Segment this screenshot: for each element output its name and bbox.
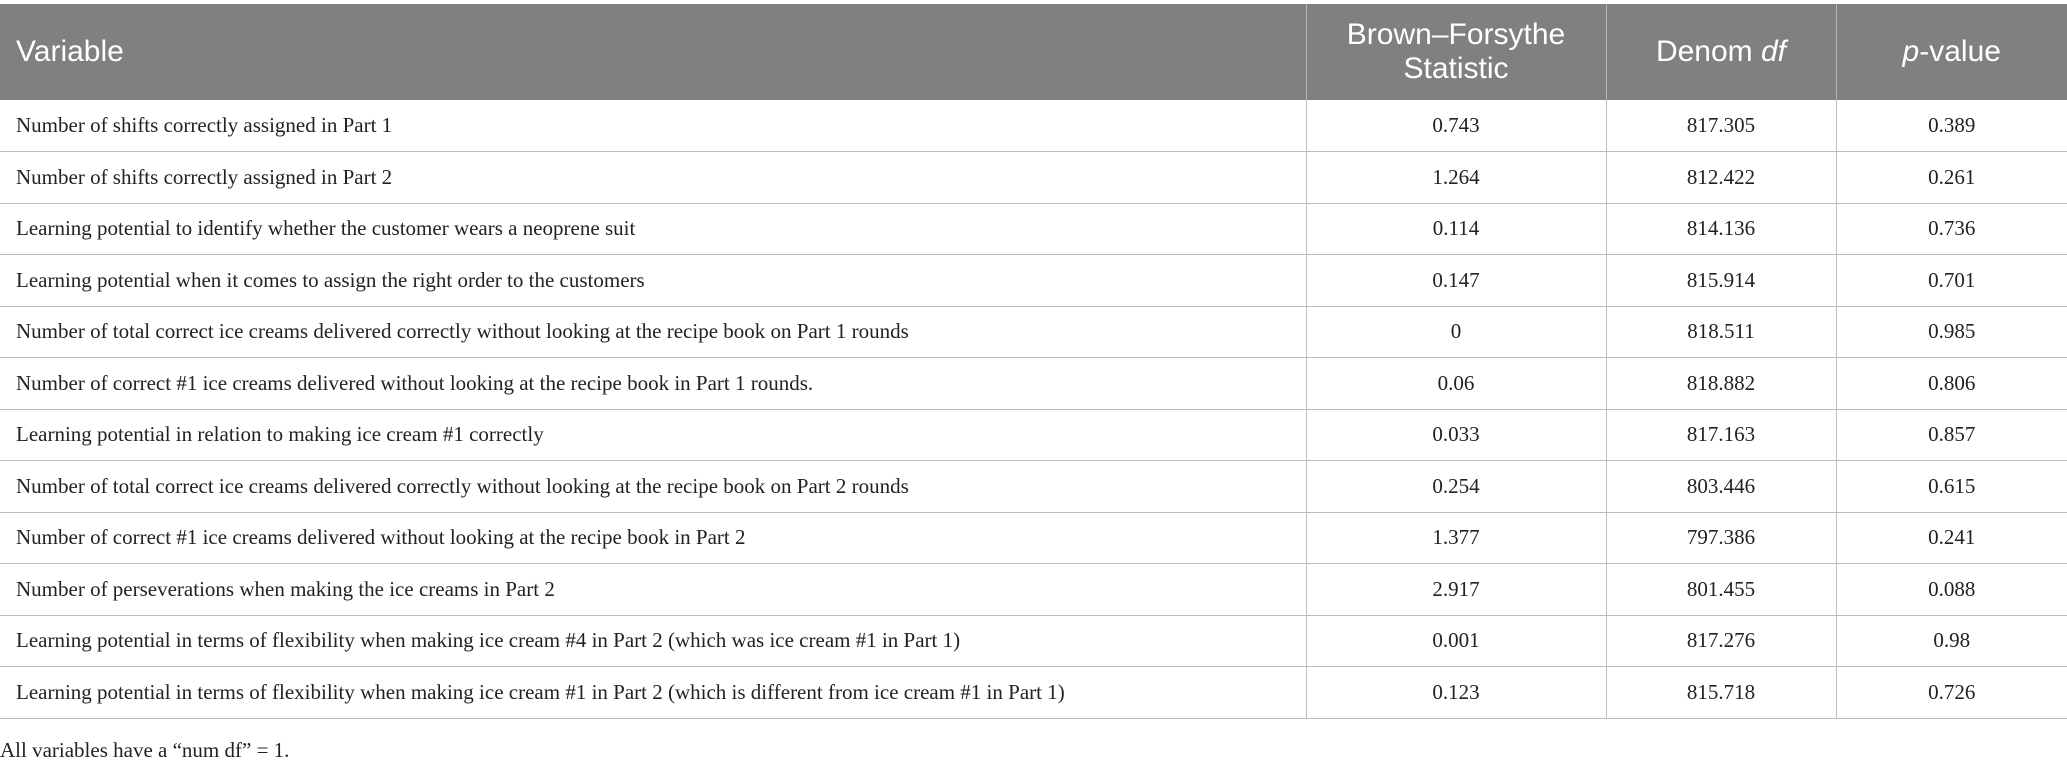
- cell-bf-statistic: 1.264: [1306, 152, 1606, 204]
- cell-p-value: 0.857: [1836, 409, 2067, 461]
- cell-p-value: 0.615: [1836, 461, 2067, 513]
- cell-p-value: 0.736: [1836, 203, 2067, 255]
- header-p-value: [1836, 4, 2067, 100]
- cell-p-value: 0.088: [1836, 564, 2067, 616]
- table-row: [0, 512, 2067, 564]
- cell-bf-statistic: 0: [1306, 306, 1606, 358]
- cell-variable: Learning potential to identify whether the customer wears a neoprene suit: [0, 203, 1306, 255]
- cell-variable: Number of correct #1 ice creams delivered without looking at the recipe book in Part 2: [0, 512, 1306, 564]
- table-row: [0, 203, 2067, 255]
- cell-denom-df: 803.446: [1606, 461, 1836, 513]
- cell-variable: Number of perseverations when making the ice creams in Part 2: [0, 564, 1306, 616]
- table-row: [0, 461, 2067, 513]
- cell-denom-df: 815.718: [1606, 667, 1836, 719]
- header-bf-line2: Statistic: [1403, 52, 1509, 85]
- cell-denom-df: 815.914: [1606, 255, 1836, 307]
- table-row: [0, 358, 2067, 410]
- cell-variable: Learning potential in terms of flexibility when making ice cream #4 in Part 2 (which was ice cream #1 in Part 1): [0, 615, 1306, 667]
- header-bf-line1: Brown–Forsythe: [1346, 18, 1566, 51]
- header-brown-forsythe-statistic: [1306, 4, 1606, 100]
- cell-variable: Number of shifts correctly assigned in Part 1: [0, 100, 1306, 152]
- cell-p-value: 0.701: [1836, 255, 2067, 307]
- header-df-prefix: Denom: [1655, 35, 1761, 68]
- table-row: [0, 564, 2067, 616]
- cell-denom-df: 801.455: [1606, 564, 1836, 616]
- cell-bf-statistic: 0.147: [1306, 255, 1606, 307]
- header-row: [0, 4, 2067, 100]
- table-row: [0, 152, 2067, 204]
- cell-bf-statistic: 1.377: [1306, 512, 1606, 564]
- brown-forsythe-table: [0, 4, 2067, 719]
- cell-p-value: 0.806: [1836, 358, 2067, 410]
- cell-p-value: 0.726: [1836, 667, 2067, 719]
- cell-variable: Number of total correct ice creams delivered correctly without looking at the recipe book on Part 2 rounds: [0, 461, 1306, 513]
- header-denom-df: [1606, 4, 1836, 100]
- cell-variable: Learning potential when it comes to assign the right order to the customers: [0, 255, 1306, 307]
- cell-denom-df: 818.511: [1606, 306, 1836, 358]
- cell-variable: Learning potential in terms of flexibility when making ice cream #1 in Part 2 (which is different from ice cream #1 in Part 1): [0, 667, 1306, 719]
- cell-denom-df: 817.276: [1606, 615, 1836, 667]
- cell-denom-df: 818.882: [1606, 358, 1836, 410]
- cell-variable: Number of correct #1 ice creams delivered without looking at the recipe book in Part 1 rounds.: [0, 358, 1306, 410]
- cell-bf-statistic: 0.743: [1306, 100, 1606, 152]
- table-row: [0, 255, 2067, 307]
- table-row: [0, 306, 2067, 358]
- cell-bf-statistic: 0.033: [1306, 409, 1606, 461]
- cell-p-value: 0.261: [1836, 152, 2067, 204]
- table-row: [0, 615, 2067, 667]
- cell-bf-statistic: 0.254: [1306, 461, 1606, 513]
- cell-p-value: 0.985: [1836, 306, 2067, 358]
- table-footnote: All variables have a “num df” = 1.: [0, 738, 290, 762]
- cell-denom-df: 812.422: [1606, 152, 1836, 204]
- table-row: [0, 100, 2067, 152]
- cell-p-value: 0.98: [1836, 615, 2067, 667]
- cell-denom-df: 817.163: [1606, 409, 1836, 461]
- cell-bf-statistic: 2.917: [1306, 564, 1606, 616]
- cell-variable: Number of shifts correctly assigned in Part 2: [0, 152, 1306, 204]
- cell-p-value: 0.389: [1836, 100, 2067, 152]
- cell-denom-df: 817.305: [1606, 100, 1836, 152]
- table-header: [0, 4, 2067, 100]
- cell-bf-statistic: 0.123: [1306, 667, 1606, 719]
- cell-variable: Number of total correct ice creams delivered correctly without looking at the recipe book on Part 1 rounds: [0, 306, 1306, 358]
- cell-p-value: 0.241: [1836, 512, 2067, 564]
- cell-bf-statistic: 0.06: [1306, 358, 1606, 410]
- cell-bf-statistic: 0.001: [1306, 615, 1606, 667]
- header-p-italic: p: [1902, 35, 1920, 68]
- header-df-italic: df: [1761, 35, 1787, 68]
- cell-bf-statistic: 0.114: [1306, 203, 1606, 255]
- cell-denom-df: 814.136: [1606, 203, 1836, 255]
- header-p-suffix: -value: [1919, 35, 2001, 68]
- table-row: [0, 667, 2067, 719]
- table-body: [0, 100, 2067, 718]
- cell-denom-df: 797.386: [1606, 512, 1836, 564]
- table-row: [0, 409, 2067, 461]
- results-table-container: [0, 4, 2067, 719]
- header-variable: Variable: [0, 4, 1306, 100]
- cell-variable: Learning potential in relation to making ice cream #1 correctly: [0, 409, 1306, 461]
